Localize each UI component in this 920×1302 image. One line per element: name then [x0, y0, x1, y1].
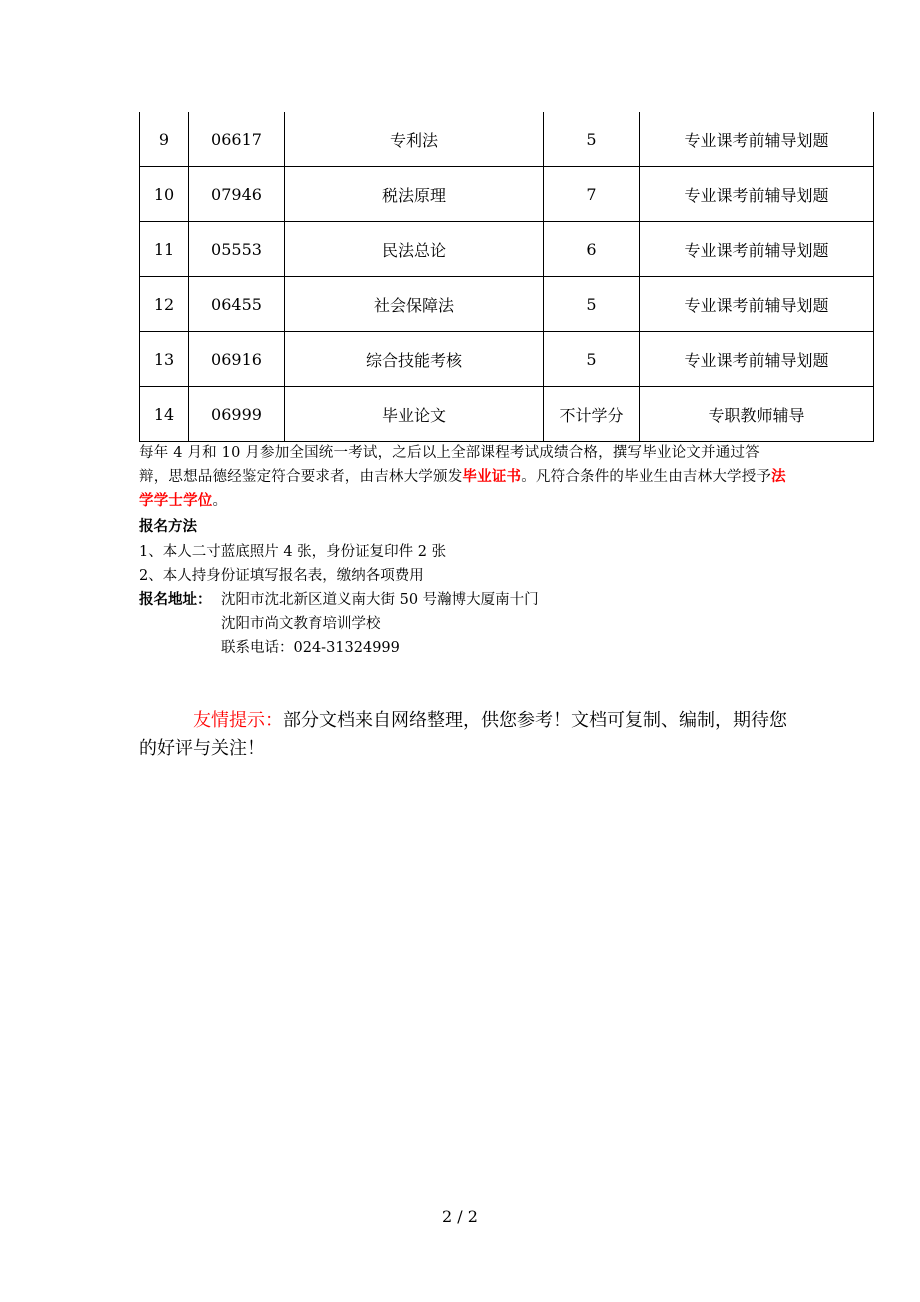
tip-label: 友情提示： [193, 710, 283, 731]
row-index: 9 [140, 112, 189, 167]
course-credits: 6 [544, 222, 640, 277]
row-index: 14 [140, 387, 189, 442]
registration-item-2: 2、本人持身份证填写报名表，缴纳各项费用 [139, 568, 424, 584]
address-label: 报名地址： [139, 591, 212, 608]
course-name: 社会保障法 [285, 277, 544, 332]
row-index: 13 [140, 332, 189, 387]
course-note: 专业课考前辅导划题 [640, 277, 874, 332]
contact-phone: 联系电话：024-31324999 [221, 640, 400, 656]
page-number: 2 / 2 [442, 1207, 478, 1226]
course-credits: 5 [544, 112, 640, 167]
table-row [140, 387, 874, 442]
exam-description-paragraph [139, 441, 789, 513]
course-code: 07946 [189, 167, 285, 222]
course-note: 专业课考前辅导划题 [640, 222, 874, 277]
degree-highlight: 法学学士学位 [139, 468, 786, 509]
course-name: 专利法 [285, 112, 544, 167]
diploma-highlight: 毕业证书 [462, 468, 522, 485]
registration-item-1: 1、本人二寸蓝底照片 4 张，身份证复印件 2 张 [139, 544, 447, 560]
course-name: 民法总论 [285, 222, 544, 277]
registration-heading: 报名方法 [139, 518, 197, 535]
course-credits: 5 [544, 332, 640, 387]
course-name: 毕业论文 [285, 387, 544, 442]
course-credits: 7 [544, 167, 640, 222]
table-row [140, 277, 874, 332]
course-code: 06916 [189, 332, 285, 387]
course-code: 06999 [189, 387, 285, 442]
paragraph-text: 每年 4 月和 10 月参加全国统一考试，之后以上全部课程考试成绩合格，撰写毕业论文并通过答辩，思想品德经鉴定符合要求者，由吉林大学颁发 [139, 445, 760, 485]
row-index: 10 [140, 167, 189, 222]
tip-text: 部分文档来自网络整理，供您参考！文档可复制、编制，期待您的好评与关注！ [139, 710, 787, 759]
course-name: 税法原理 [285, 167, 544, 222]
address-line: 沈阳市沈北新区道义南大街 50 号瀚博大厦南十门 [221, 592, 539, 608]
table-row [140, 222, 874, 277]
course-credits: 不计学分 [544, 387, 640, 442]
course-note: 专业课考前辅导划题 [640, 332, 874, 387]
friendly-tip [139, 707, 789, 763]
course-note: 专职教师辅导 [640, 387, 874, 442]
table-row [140, 167, 874, 222]
paragraph-text: 。凡符合条件的毕业生由吉林大学授予 [521, 469, 772, 485]
table-row [140, 112, 874, 167]
course-name: 综合技能考核 [285, 332, 544, 387]
row-index: 12 [140, 277, 189, 332]
course-code: 06455 [189, 277, 285, 332]
course-note: 专业课考前辅导划题 [640, 167, 874, 222]
course-table [139, 112, 874, 442]
course-note: 专业课考前辅导划题 [640, 112, 874, 167]
course-code: 05553 [189, 222, 285, 277]
course-credits: 5 [544, 277, 640, 332]
table-row [140, 332, 874, 387]
school-name: 沈阳市尚文教育培训学校 [221, 616, 381, 632]
row-index: 11 [140, 222, 189, 277]
registration-address [139, 588, 539, 656]
paragraph-text: 。 [212, 493, 228, 509]
course-code: 06617 [189, 112, 285, 167]
